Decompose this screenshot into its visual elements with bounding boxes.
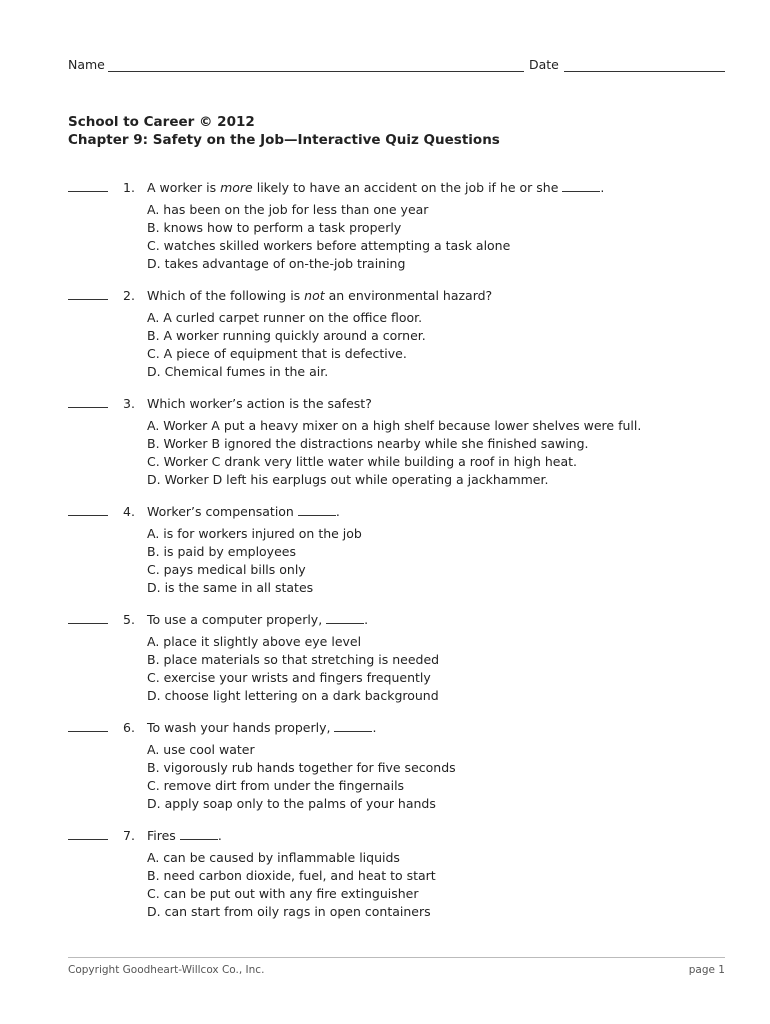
quiz-question	[68, 611, 725, 719]
question-text-start: A worker is	[147, 180, 221, 195]
question-text-end: an environmental hazard?	[324, 288, 493, 303]
question-text-start: Which worker’s action is the safest?	[147, 396, 372, 411]
date-field-line[interactable]	[564, 71, 725, 72]
answer-options	[68, 525, 725, 597]
fill-in-blank	[298, 505, 336, 516]
answer-option: D. can start from oily rags in open containers	[147, 904, 431, 919]
question-text-end: likely to have an accident on the job if he or she	[252, 180, 559, 195]
question-number: 5.	[123, 612, 135, 627]
quiz-question	[68, 827, 725, 935]
answer-option: A. is for workers injured on the job	[147, 526, 362, 541]
answer-blank[interactable]	[68, 623, 108, 624]
question-row	[68, 503, 725, 525]
name-field-line[interactable]	[108, 71, 524, 72]
question-text-start: Worker’s compensation	[147, 504, 294, 519]
question-number: 3.	[123, 396, 135, 411]
answer-option: C. pays medical bills only	[147, 562, 306, 577]
question-text	[147, 287, 492, 305]
question-row	[68, 179, 725, 201]
answer-options	[68, 633, 725, 705]
question-text: A worker is more likely to have an accident on the job if he or she .	[147, 180, 605, 195]
answer-blank[interactable]	[68, 299, 108, 300]
answer-option: A. has been on the job for less than one year	[147, 202, 429, 217]
answer-option: A. use cool water	[147, 742, 255, 757]
answer-option: D. Chemical fumes in the air.	[147, 364, 329, 379]
answer-option: B. A worker running quickly around a corner.	[147, 328, 426, 343]
answer-option: D. Worker D left his earplugs out while operating a jackhammer.	[147, 472, 549, 487]
footer-copyright: Copyright Goodheart-Willcox Co., Inc.	[68, 964, 265, 976]
fill-in-blank	[334, 721, 372, 732]
question-text-start: To use a computer properly,	[147, 612, 323, 627]
answer-options	[68, 309, 725, 381]
answer-options	[68, 849, 725, 921]
question-number: 6.	[123, 720, 135, 735]
fill-in-blank	[326, 613, 364, 624]
question-number: 1.	[123, 180, 135, 195]
answer-option: B. place materials so that stretching is needed	[147, 652, 440, 667]
question-row	[68, 719, 725, 741]
quiz-question	[68, 719, 725, 827]
answer-option: D. apply soap only to the palms of your hands	[147, 796, 436, 811]
question-emphasis: more	[220, 180, 253, 195]
answer-options	[68, 741, 725, 813]
quiz-question	[68, 395, 725, 503]
answer-option: A. place it slightly above eye level	[147, 634, 362, 649]
question-row	[68, 611, 725, 633]
footer-page-number: page 1	[688, 964, 725, 976]
answer-options	[68, 417, 725, 489]
question-list	[68, 179, 725, 935]
page-title	[68, 113, 500, 149]
answer-blank[interactable]	[68, 407, 108, 408]
answer-option: A. can be caused by inflammable liquids	[147, 850, 400, 865]
question-number: 4.	[123, 504, 135, 519]
answer-option: B. need carbon dioxide, fuel, and heat to start	[147, 868, 436, 883]
answer-option: D. takes advantage of on-the-job training	[147, 256, 406, 271]
question-text-start: Which of the following is	[147, 288, 305, 303]
quiz-question	[68, 287, 725, 395]
answer-option: C. exercise your wrists and fingers frequently	[147, 670, 431, 685]
answer-option: C. can be put out with any fire extinguisher	[147, 886, 419, 901]
answer-option: B. Worker B ignored the distractions nearby while she finished sawing.	[147, 436, 589, 451]
quiz-question	[68, 179, 725, 287]
question-text: Fires .	[147, 828, 222, 843]
answer-option: A. Worker A put a heavy mixer on a high shelf because lower shelves were full.	[147, 418, 642, 433]
question-text: To use a computer properly, .	[147, 612, 369, 627]
quiz-question	[68, 503, 725, 611]
answer-blank[interactable]	[68, 191, 108, 192]
answer-option: D. choose light lettering on a dark background	[147, 688, 439, 703]
question-row	[68, 287, 725, 309]
answer-blank[interactable]	[68, 515, 108, 516]
date-label: Date	[529, 57, 559, 72]
question-text: To wash your hands properly, .	[147, 720, 377, 735]
question-text-start: Fires	[147, 828, 176, 843]
worksheet-page	[68, 0, 725, 1024]
answer-option: B. is paid by employees	[147, 544, 296, 559]
chapter-title: Chapter 9: Safety on the Job—Interactive Quiz Questions	[68, 132, 500, 148]
answer-option: B. knows how to perform a task properly	[147, 220, 402, 235]
name-label: Name	[68, 57, 105, 72]
question-row	[68, 395, 725, 417]
question-number: 2.	[123, 288, 135, 303]
answer-option: C. Worker C drank very little water while building a roof in high heat.	[147, 454, 578, 469]
answer-option: C. A piece of equipment that is defective.	[147, 346, 407, 361]
answer-option: C. remove dirt from under the fingernails	[147, 778, 405, 793]
question-text-start: To wash your hands properly,	[147, 720, 331, 735]
fill-in-blank	[180, 829, 218, 840]
question-number: 7.	[123, 828, 135, 843]
answer-option: C. watches skilled workers before attempting a task alone	[147, 238, 511, 253]
answer-option: D. is the same in all states	[147, 580, 314, 595]
footer-divider	[68, 957, 725, 958]
answer-blank[interactable]	[68, 839, 108, 840]
fill-in-blank	[562, 181, 600, 192]
worksheet-header	[68, 57, 725, 75]
question-emphasis: not	[304, 288, 325, 303]
book-title: School to Career © 2012	[68, 114, 255, 130]
question-text	[147, 395, 372, 413]
answer-option: A. A curled carpet runner on the office floor.	[147, 310, 423, 325]
question-text: Worker’s compensation .	[147, 504, 340, 519]
answer-options	[68, 201, 725, 273]
answer-blank[interactable]	[68, 731, 108, 732]
answer-option: B. vigorously rub hands together for five seconds	[147, 760, 456, 775]
question-row	[68, 827, 725, 849]
